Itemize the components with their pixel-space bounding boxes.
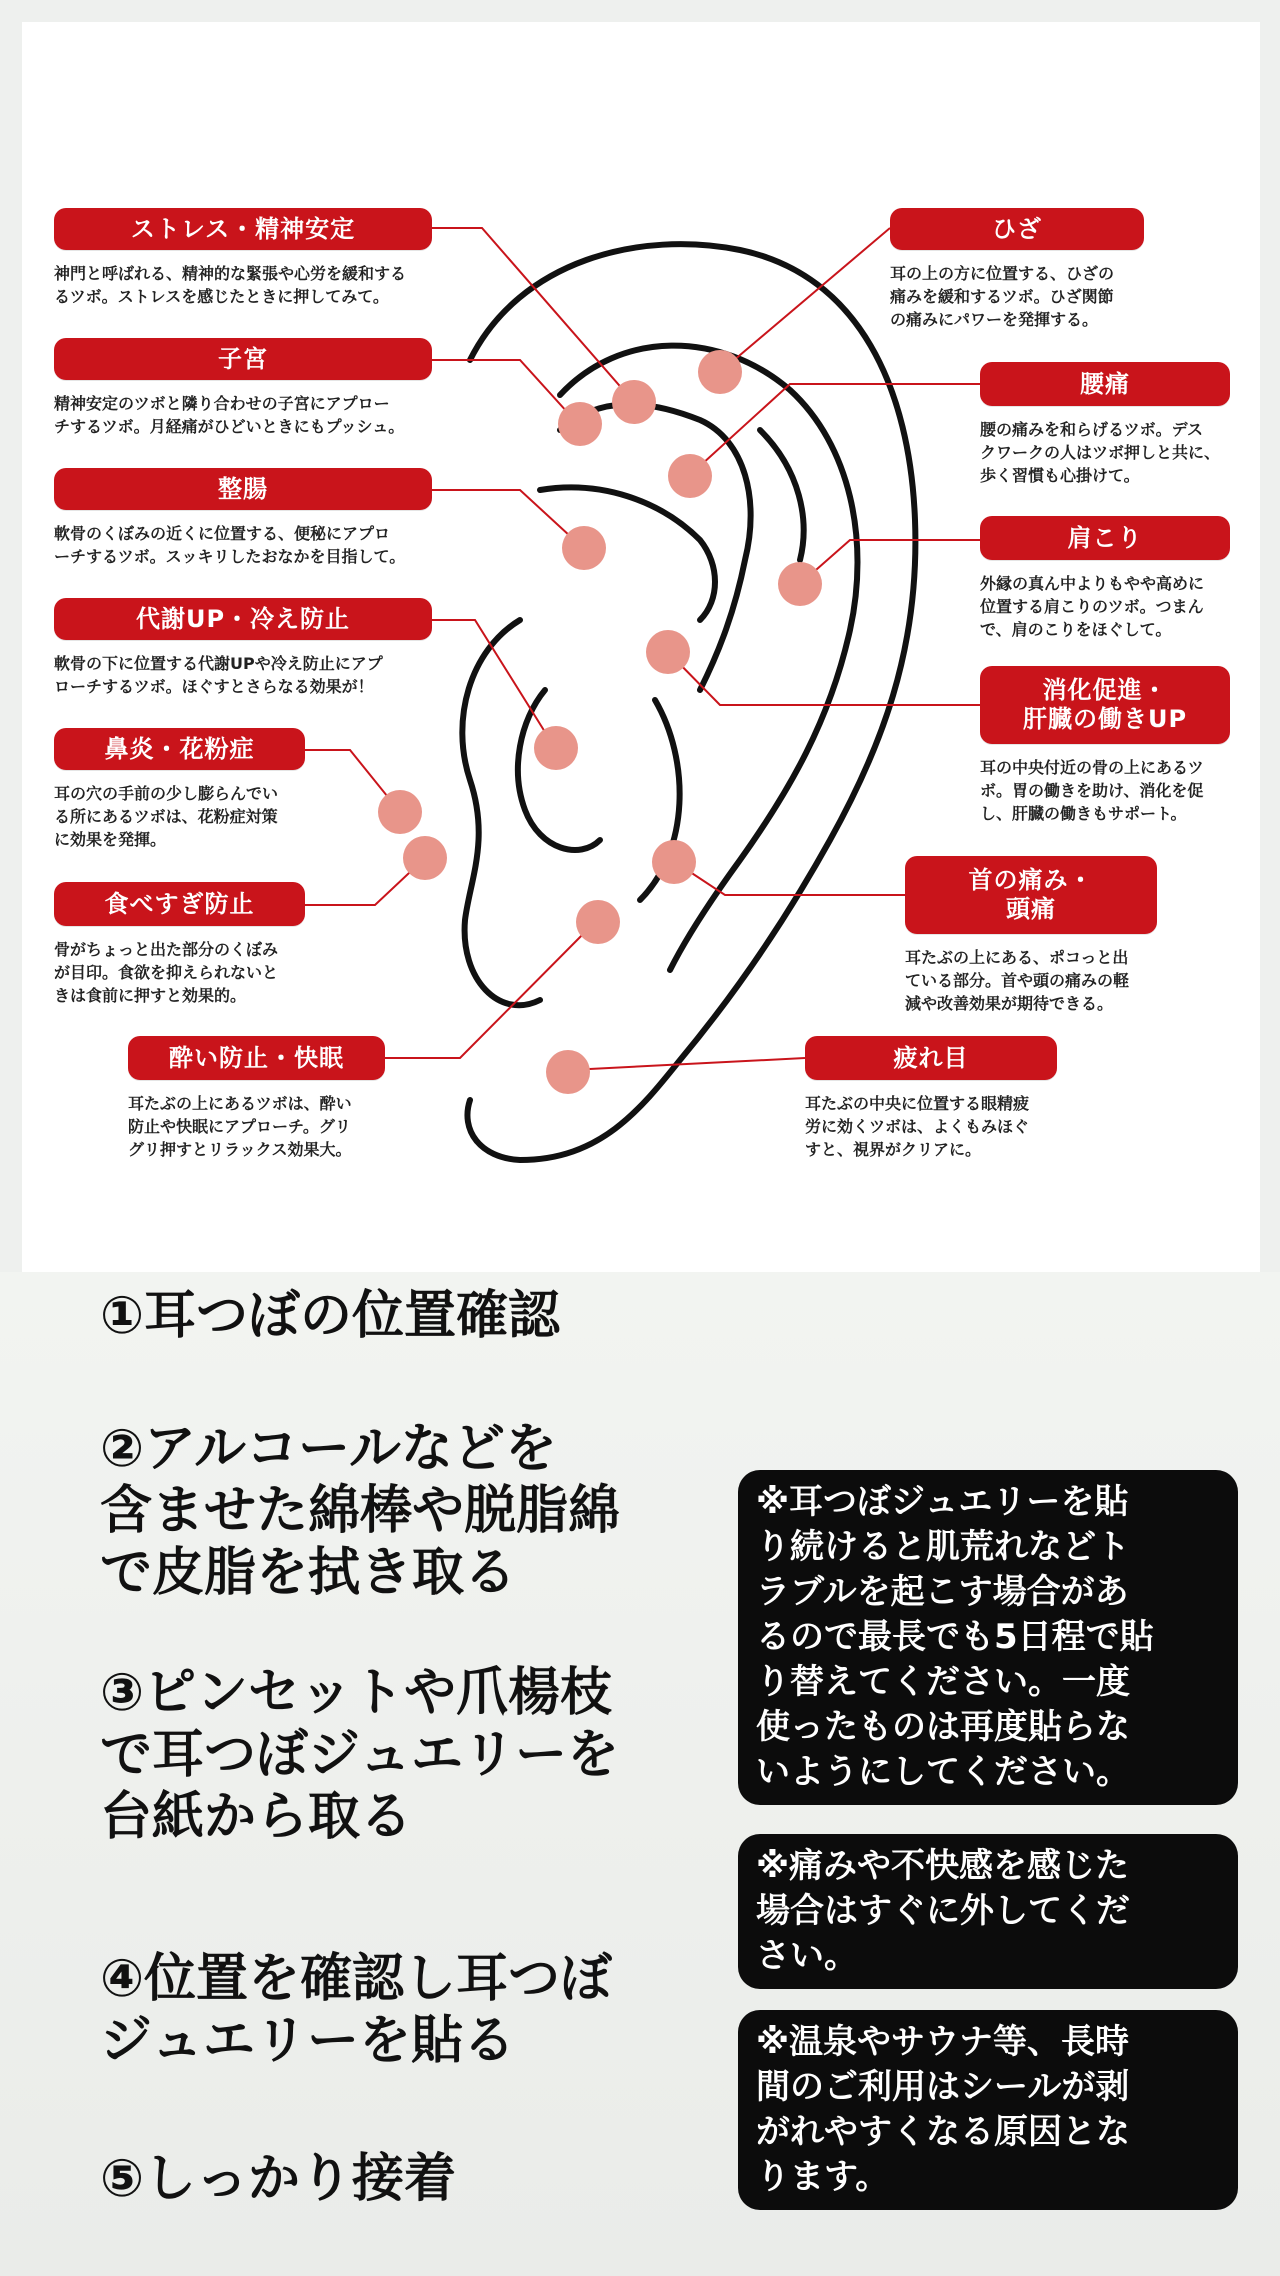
label-appetite: 食べすぎ防止: [54, 882, 305, 926]
label-knee: ひざ: [890, 208, 1144, 250]
desc-neck: 耳たぶの上にある、ポコっと出 ている部分。首や頭の痛みの軽 減や改善効果が期待できる。: [905, 948, 1130, 1014]
acupoint-appetite: [403, 836, 447, 880]
label-uterus: 子宮: [54, 338, 432, 380]
note-hot-spring: ※温泉やサウナ等、長時 間のご利用はシールが剥 がれやすくなる原因とな ります。: [738, 2010, 1238, 2210]
desc-stress: 神門と呼ばれる、精神的な緊張や心労を緩和する るツボ。ストレスを感じたときに押してみて。: [54, 264, 407, 307]
connector-back: [690, 384, 980, 475]
acupoint-digestion: [646, 630, 690, 674]
label-stress: ストレス・精神安定: [54, 208, 432, 250]
desc-metabolism: 軟骨の下に位置する代謝UPや冷え防止にアプ ローチするツボ。ほぐすとさらなる効果が！: [54, 654, 383, 697]
desc-knee: 耳の上の方に位置する、ひざの 痛みを緩和するツボ。ひざ関節 の痛みにパワーを発揮する。: [890, 264, 1115, 330]
label-neck: 首の痛み・ 頭痛: [905, 856, 1157, 934]
acupoint-sleep: [576, 900, 620, 944]
connector-neck: [675, 862, 905, 895]
acupoint-knee: [698, 350, 742, 394]
desc-nose: 耳の穴の手前の少し膨らんでい る所にあるツボは、花粉症対策 に効果を発揮。: [54, 784, 279, 850]
acupoint-uterus: [558, 402, 602, 446]
acupoint-neck: [652, 840, 696, 884]
label-nose: 鼻炎・花粉症: [54, 728, 305, 770]
connector-shoulder: [800, 540, 980, 584]
desc-uterus: 精神安定のツボと隣り合わせの子宮にアプロー チするツボ。月経痛がひどいときにもプッシュ。: [54, 394, 405, 437]
connector-eyes: [570, 1058, 805, 1070]
step-5: ⑤しっかり接着: [100, 2149, 457, 2209]
desc-shoulder: 外縁の真ん中よりもやや高めに 位置する肩こりのツボ。つまん で、肩のこりをほぐして。: [980, 574, 1205, 640]
desc-bowel: 軟骨のくぼみの近くに位置する、便秘にアプロ ーチするツボ。スッキリしたおなかを目指して。: [54, 524, 406, 567]
acupoint-stress: [612, 380, 656, 424]
acupoint-back: [668, 454, 712, 498]
desc-digestion: 耳の中央付近の骨の上にあるツ ボ。胃の働きを助け、消化を促 し、肝臓の働きもサポート。: [980, 758, 1204, 824]
label-back: 腰痛: [980, 362, 1230, 406]
label-shoulder: 肩こり: [980, 516, 1230, 560]
acupoint-metabolism: [534, 726, 578, 770]
connector-sleep: [385, 920, 597, 1058]
label-sleep: 酔い防止・快眠: [128, 1036, 385, 1080]
label-eyes: 疲れ目: [805, 1036, 1057, 1080]
desc-appetite: 骨がちょっと出た部分のくぼみ が目印。食欲を抑えられないと きは食前に押すと効果的。: [54, 940, 279, 1006]
note-discomfort: ※痛みや不快感を感じた 場合はすぐに外してくだ さい。: [738, 1834, 1238, 1989]
label-bowel: 整腸: [54, 468, 432, 510]
acupoint-shoulder: [778, 562, 822, 606]
desc-eyes: 耳たぶの中央に位置する眼精疲 労に効くツボは、よくもみほぐ すと、視界がクリアに。: [805, 1094, 1030, 1160]
ear-top-small: [760, 430, 804, 560]
ear-antitragus: [518, 690, 600, 850]
ear-helix-inner: [560, 346, 858, 970]
acupoint-bowel: [562, 526, 606, 570]
step-3: ③ピンセットや爪楊枝 で耳つぼジュエリーを 台紙から取る: [100, 1663, 619, 1847]
step-4: ④位置を確認し耳つぼ ジュエリーを貼る: [100, 1949, 613, 2071]
step-1: ①耳つぼの位置確認: [100, 1286, 561, 1346]
acupoint-eyes: [546, 1050, 590, 1094]
step-2: ②アルコールなどを 含ませた綿棒や脱脂綿 で皮脂を拭き取る: [100, 1419, 621, 1603]
desc-sleep: 耳たぶの上にあるツボは、酔い 防止や快眠にアプローチ。グリ グリ押すとリラックス効果大。: [128, 1094, 352, 1160]
note-replace-period: ※耳つぼジュエリーを貼 り続けると肌荒れなどト ラブルを起こす場合があ るので最長でも5日程で貼 り替えてください。一度 使ったものは再度貼らな いようにしてください。: [738, 1470, 1238, 1805]
label-digestion: 消化促進・ 肝臓の働きUP: [980, 666, 1230, 744]
label-metabolism: 代謝UP・冷え防止: [54, 598, 432, 640]
acupoint-nose: [378, 790, 422, 834]
desc-back: 腰の痛みを和らげるツボ。デス クワークの人はツボ押しと共に、 歩く習慣も心掛けて。: [980, 420, 1221, 486]
